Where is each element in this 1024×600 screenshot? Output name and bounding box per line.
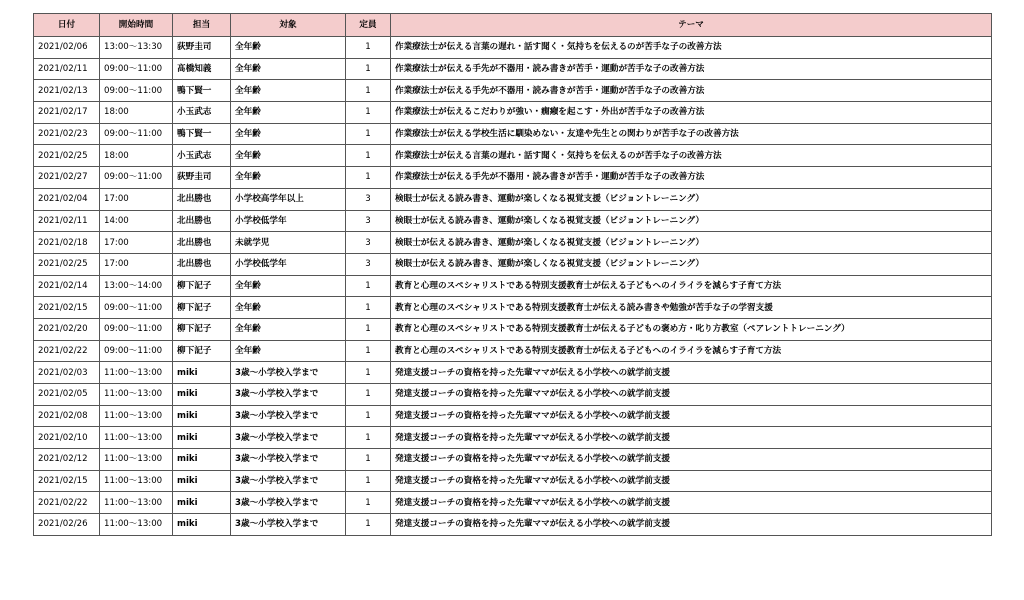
cell-date: 2021/02/12 (34, 449, 100, 471)
table-row (34, 297, 992, 319)
cell-start-time: 09:00～11:00 (100, 297, 173, 319)
cell-target: 全年齢 (231, 167, 346, 189)
cell-target: 小学校低学年 (231, 210, 346, 232)
table-row (34, 340, 992, 362)
cell-staff: 髙橋知義 (173, 58, 231, 80)
table-row (34, 318, 992, 340)
table-row (34, 58, 992, 80)
cell-staff: 荻野圭司 (173, 167, 231, 189)
cell-start-time: 09:00～11:00 (100, 340, 173, 362)
table-row (34, 80, 992, 102)
cell-theme: 発達支援コーチの資格を持った先輩ママが伝える小学校への就学前支援 (391, 492, 992, 514)
cell-target: 3歳～小学校入学まで (231, 449, 346, 471)
header-theme: テーマ (391, 14, 992, 37)
cell-date: 2021/02/20 (34, 318, 100, 340)
table-row (34, 253, 992, 275)
cell-staff: miki (173, 362, 231, 384)
cell-staff: 柳下記子 (173, 275, 231, 297)
cell-start-time: 09:00～11:00 (100, 318, 173, 340)
cell-target: 3歳～小学校入学まで (231, 492, 346, 514)
cell-staff: miki (173, 492, 231, 514)
cell-target: 全年齢 (231, 58, 346, 80)
table-row (34, 167, 992, 189)
cell-date: 2021/02/22 (34, 492, 100, 514)
cell-target: 3歳～小学校入学まで (231, 427, 346, 449)
cell-target: 全年齢 (231, 340, 346, 362)
cell-staff: 北出勝也 (173, 253, 231, 275)
table-row (34, 449, 992, 471)
cell-capacity: 3 (346, 232, 391, 254)
cell-theme: 発達支援コーチの資格を持った先輩ママが伝える小学校への就学前支援 (391, 384, 992, 406)
table-row (34, 492, 992, 514)
cell-staff: miki (173, 470, 231, 492)
cell-theme: 教育と心理のスペシャリストである特別支援教育士が伝える子どもの褒め方・叱り方教室（ペアレントトレーニング） (391, 318, 992, 340)
cell-staff: 北出勝也 (173, 210, 231, 232)
cell-capacity: 1 (346, 340, 391, 362)
cell-start-time: 09:00～11:00 (100, 123, 173, 145)
schedule-sheet (33, 13, 992, 536)
cell-start-time: 18:00 (100, 102, 173, 124)
header-staff: 担当 (173, 14, 231, 37)
cell-capacity: 1 (346, 80, 391, 102)
table-row (34, 514, 992, 536)
cell-date: 2021/02/22 (34, 340, 100, 362)
cell-date: 2021/02/13 (34, 80, 100, 102)
cell-date: 2021/02/04 (34, 188, 100, 210)
cell-capacity: 1 (346, 102, 391, 124)
table-row (34, 384, 992, 406)
cell-target: 全年齢 (231, 318, 346, 340)
table-row (34, 145, 992, 167)
cell-target: 未就学児 (231, 232, 346, 254)
cell-capacity: 3 (346, 210, 391, 232)
cell-start-time: 11:00～13:00 (100, 384, 173, 406)
cell-capacity: 1 (346, 449, 391, 471)
cell-theme: 発達支援コーチの資格を持った先輩ママが伝える小学校への就学前支援 (391, 362, 992, 384)
cell-capacity: 1 (346, 405, 391, 427)
cell-start-time: 11:00～13:00 (100, 492, 173, 514)
cell-date: 2021/02/08 (34, 405, 100, 427)
cell-theme: 作業療法士が伝える学校生活に馴染めない・友達や先生との関わりが苦手な子の改善方法 (391, 123, 992, 145)
cell-theme: 教育と心理のスペシャリストである特別支援教育士が伝える子どもへのイライラを減らす子育て方法 (391, 275, 992, 297)
cell-staff: 柳下記子 (173, 297, 231, 319)
cell-start-time: 17:00 (100, 253, 173, 275)
cell-start-time: 11:00～13:00 (100, 405, 173, 427)
cell-date: 2021/02/03 (34, 362, 100, 384)
cell-theme: 作業療法士が伝える手先が不器用・読み書きが苦手・運動が苦手な子の改善方法 (391, 58, 992, 80)
cell-start-time: 11:00～13:00 (100, 449, 173, 471)
header-target: 対象 (231, 14, 346, 37)
cell-staff: 小玉武志 (173, 102, 231, 124)
cell-theme: 教育と心理のスペシャリストである特別支援教育士が伝える子どもへのイライラを減らす子育て方法 (391, 340, 992, 362)
cell-staff: miki (173, 427, 231, 449)
cell-target: 全年齢 (231, 102, 346, 124)
cell-theme: 発達支援コーチの資格を持った先輩ママが伝える小学校への就学前支援 (391, 514, 992, 536)
cell-theme: 作業療法士が伝えるこだわりが強い・癇癪を起こす・外出が苦手な子の改善方法 (391, 102, 992, 124)
cell-date: 2021/02/06 (34, 37, 100, 59)
header-capacity: 定員 (346, 14, 391, 37)
cell-start-time: 11:00～13:00 (100, 514, 173, 536)
cell-capacity: 1 (346, 514, 391, 536)
cell-date: 2021/02/11 (34, 58, 100, 80)
cell-date: 2021/02/15 (34, 470, 100, 492)
cell-theme: 検眼士が伝える読み書き、運動が楽しくなる視覚支援（ビジョントレーニング） (391, 188, 992, 210)
cell-capacity: 1 (346, 58, 391, 80)
cell-start-time: 14:00 (100, 210, 173, 232)
cell-target: 全年齢 (231, 297, 346, 319)
cell-date: 2021/02/23 (34, 123, 100, 145)
cell-capacity: 1 (346, 123, 391, 145)
cell-target: 小学校高学年以上 (231, 188, 346, 210)
cell-capacity: 1 (346, 492, 391, 514)
table-row (34, 362, 992, 384)
cell-staff: miki (173, 405, 231, 427)
cell-capacity: 1 (346, 37, 391, 59)
cell-target: 全年齢 (231, 37, 346, 59)
cell-staff: miki (173, 514, 231, 536)
cell-capacity: 1 (346, 145, 391, 167)
cell-start-time: 09:00～11:00 (100, 58, 173, 80)
cell-start-time: 13:00～13:30 (100, 37, 173, 59)
cell-capacity: 3 (346, 253, 391, 275)
table-row (34, 470, 992, 492)
cell-theme: 作業療法士が伝える言葉の遅れ・話す聞く・気持ちを伝えるのが苦手な子の改善方法 (391, 37, 992, 59)
cell-theme: 作業療法士が伝える手先が不器用・読み書きが苦手・運動が苦手な子の改善方法 (391, 80, 992, 102)
header-start-time: 開始時間 (100, 14, 173, 37)
cell-date: 2021/02/14 (34, 275, 100, 297)
cell-theme: 教育と心理のスペシャリストである特別支援教育士が伝える読み書きや勉強が苦手な子の学習支援 (391, 297, 992, 319)
cell-staff: 柳下記子 (173, 318, 231, 340)
cell-start-time: 11:00～13:00 (100, 427, 173, 449)
table-row (34, 123, 992, 145)
cell-target: 3歳～小学校入学まで (231, 514, 346, 536)
cell-staff: 鴨下賢一 (173, 123, 231, 145)
table-row (34, 427, 992, 449)
cell-capacity: 1 (346, 427, 391, 449)
cell-date: 2021/02/05 (34, 384, 100, 406)
cell-theme: 作業療法士が伝える言葉の遅れ・話す聞く・気持ちを伝えるのが苦手な子の改善方法 (391, 145, 992, 167)
cell-capacity: 1 (346, 384, 391, 406)
schedule-table (33, 13, 992, 536)
cell-target: 全年齢 (231, 275, 346, 297)
cell-theme: 発達支援コーチの資格を持った先輩ママが伝える小学校への就学前支援 (391, 427, 992, 449)
header-date: 日付 (34, 14, 100, 37)
table-row (34, 37, 992, 59)
cell-theme: 発達支援コーチの資格を持った先輩ママが伝える小学校への就学前支援 (391, 449, 992, 471)
table-row (34, 102, 992, 124)
cell-date: 2021/02/11 (34, 210, 100, 232)
cell-date: 2021/02/10 (34, 427, 100, 449)
cell-theme: 検眼士が伝える読み書き、運動が楽しくなる視覚支援（ビジョントレーニング） (391, 253, 992, 275)
cell-capacity: 1 (346, 470, 391, 492)
cell-date: 2021/02/25 (34, 253, 100, 275)
table-row (34, 188, 992, 210)
table-row (34, 275, 992, 297)
cell-date: 2021/02/26 (34, 514, 100, 536)
cell-capacity: 1 (346, 318, 391, 340)
table-row (34, 405, 992, 427)
cell-capacity: 1 (346, 297, 391, 319)
cell-start-time: 13:00～14:00 (100, 275, 173, 297)
table-row (34, 232, 992, 254)
cell-target: 3歳～小学校入学まで (231, 384, 346, 406)
cell-target: 全年齢 (231, 123, 346, 145)
cell-capacity: 1 (346, 362, 391, 384)
cell-staff: 北出勝也 (173, 232, 231, 254)
table-row (34, 210, 992, 232)
cell-staff: miki (173, 384, 231, 406)
cell-target: 3歳～小学校入学まで (231, 405, 346, 427)
cell-theme: 検眼士が伝える読み書き、運動が楽しくなる視覚支援（ビジョントレーニング） (391, 210, 992, 232)
cell-staff: 荻野圭司 (173, 37, 231, 59)
cell-date: 2021/02/27 (34, 167, 100, 189)
cell-staff: 鴨下賢一 (173, 80, 231, 102)
header-row (34, 14, 992, 37)
cell-date: 2021/02/15 (34, 297, 100, 319)
cell-staff: 柳下記子 (173, 340, 231, 362)
cell-theme: 発達支援コーチの資格を持った先輩ママが伝える小学校への就学前支援 (391, 470, 992, 492)
cell-capacity: 3 (346, 188, 391, 210)
cell-theme: 発達支援コーチの資格を持った先輩ママが伝える小学校への就学前支援 (391, 405, 992, 427)
cell-target: 3歳～小学校入学まで (231, 362, 346, 384)
cell-date: 2021/02/25 (34, 145, 100, 167)
cell-staff: 小玉武志 (173, 145, 231, 167)
cell-theme: 検眼士が伝える読み書き、運動が楽しくなる視覚支援（ビジョントレーニング） (391, 232, 992, 254)
cell-theme: 作業療法士が伝える手先が不器用・読み書きが苦手・運動が苦手な子の改善方法 (391, 167, 992, 189)
cell-start-time: 09:00～11:00 (100, 80, 173, 102)
cell-date: 2021/02/17 (34, 102, 100, 124)
cell-staff: 北出勝也 (173, 188, 231, 210)
cell-target: 全年齢 (231, 145, 346, 167)
cell-date: 2021/02/18 (34, 232, 100, 254)
cell-capacity: 1 (346, 167, 391, 189)
cell-start-time: 11:00～13:00 (100, 470, 173, 492)
cell-start-time: 09:00～11:00 (100, 167, 173, 189)
schedule-body (34, 37, 992, 536)
cell-start-time: 17:00 (100, 188, 173, 210)
cell-target: 全年齢 (231, 80, 346, 102)
cell-target: 小学校低学年 (231, 253, 346, 275)
cell-staff: miki (173, 449, 231, 471)
cell-start-time: 18:00 (100, 145, 173, 167)
cell-capacity: 1 (346, 275, 391, 297)
cell-start-time: 11:00～13:00 (100, 362, 173, 384)
cell-start-time: 17:00 (100, 232, 173, 254)
cell-target: 3歳～小学校入学まで (231, 470, 346, 492)
